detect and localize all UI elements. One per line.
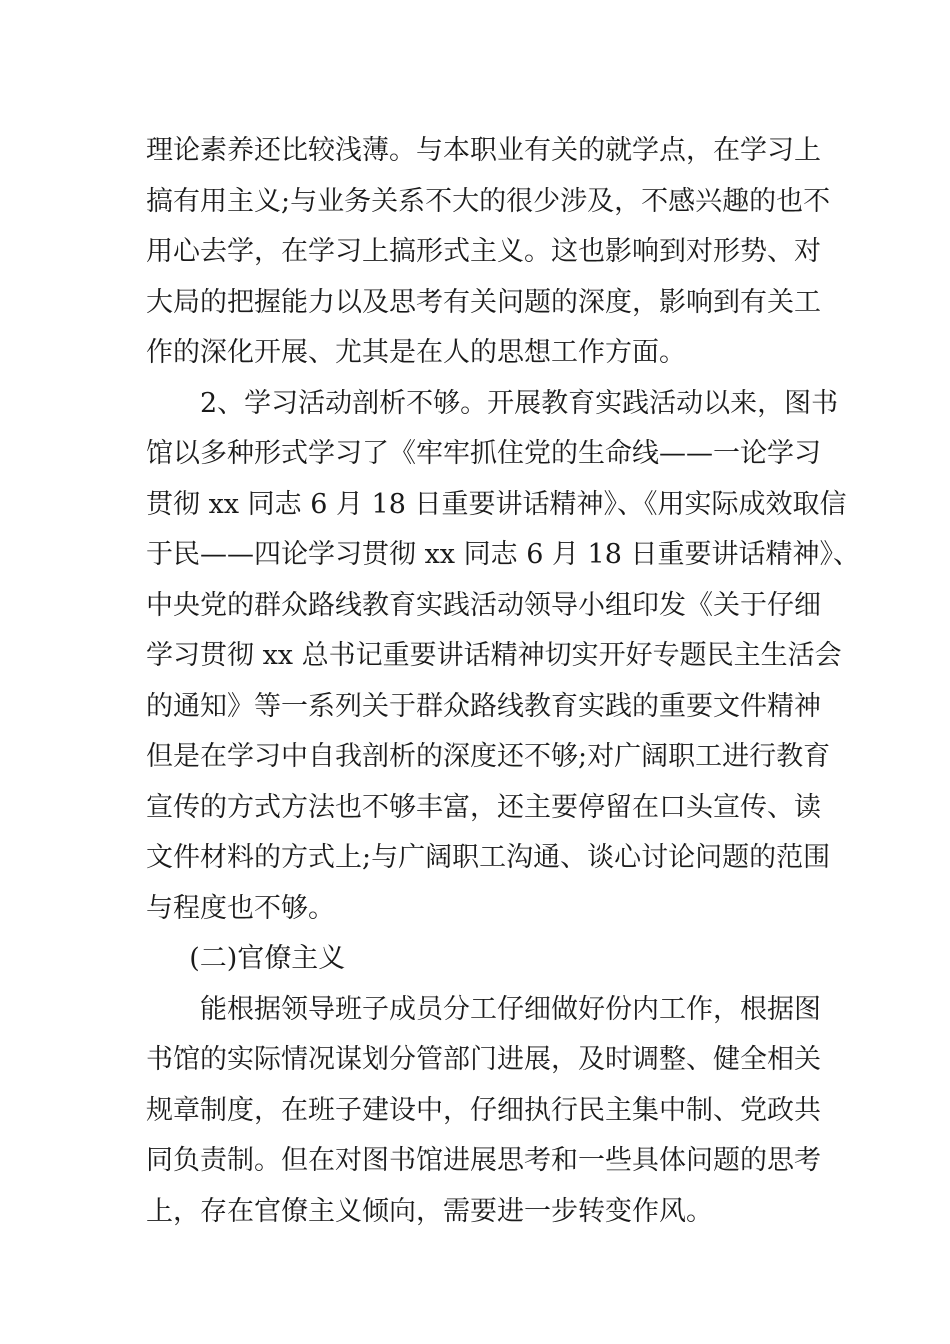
text-line: 贯彻 xx 同志 6 月 18 日重要讲话精神》、《用实际成效取信 xyxy=(146,488,847,520)
text-line: 用心去学，在学习上搞形式主义。这也影响到对形势、对 xyxy=(146,236,821,267)
paragraph xyxy=(146,126,831,379)
text-line: 馆以多种形式学习了《牢牢抓住党的生命线——一论学习 xyxy=(146,438,821,469)
text-line: (二)官僚主义 xyxy=(189,943,346,974)
text-line: 2、学习活动剖析不够。开展教育实践活动以来，图书 xyxy=(200,387,839,419)
text-line: 学习贯彻 xx 总书记重要讲话精神切实开好专题民主生活会 xyxy=(146,640,842,671)
text-line: 规章制度，在班子建设中，仔细执行民主集中制、党政共 xyxy=(146,1094,821,1126)
text-line: 于民——四论学习贯彻 xx 同志 6 月 18 日重要讲话精神》、 xyxy=(146,539,860,570)
text-line: 文件材料的方式上;与广阔职工沟通、谈心讨论问题的范围 xyxy=(146,842,831,873)
text-line: 但是在学习中自我剖析的深度还不够;对广阔职工进行教育 xyxy=(146,741,831,772)
document-body xyxy=(146,126,860,1237)
text-line: 与程度也不够。 xyxy=(146,892,335,924)
text-line: 的通知》等一系列关于群众路线教育实践的重要文件精神 xyxy=(146,690,821,722)
text-line: 能根据领导班子成员分工仔细做好份内工作，根据图 xyxy=(200,993,821,1025)
text-line: 宣传的方式方法也不够丰富，还主要停留在口头宣传、读 xyxy=(146,791,821,823)
text-line: 大局的把握能力以及思考有关问题的深度，影响到有关工 xyxy=(146,286,821,318)
paragraph xyxy=(146,985,821,1238)
text-line: 同负责制。但在对图书馆进展思考和一些具体问题的思考 xyxy=(146,1145,821,1176)
text-line: 理论素养还比较浅薄。与本职业有关的就学点，在学习上 xyxy=(146,135,821,166)
text-line: 中央党的群众路线教育实践活动领导小组印发《关于仔细 xyxy=(146,589,821,621)
paragraph xyxy=(146,379,860,935)
section-heading xyxy=(146,934,808,985)
text-line: 搞有用主义;与业务关系不大的很少涉及，不感兴趣的也不 xyxy=(146,185,831,217)
text-line: 书馆的实际情况谋划分管部门进展，及时调整、健全相关 xyxy=(146,1044,821,1075)
text-line: 上，存在官僚主义倾向，需要进一步转变作风。 xyxy=(146,1195,713,1227)
text-line: 作的深化开展、尤其是在人的思想工作方面。 xyxy=(146,337,686,368)
